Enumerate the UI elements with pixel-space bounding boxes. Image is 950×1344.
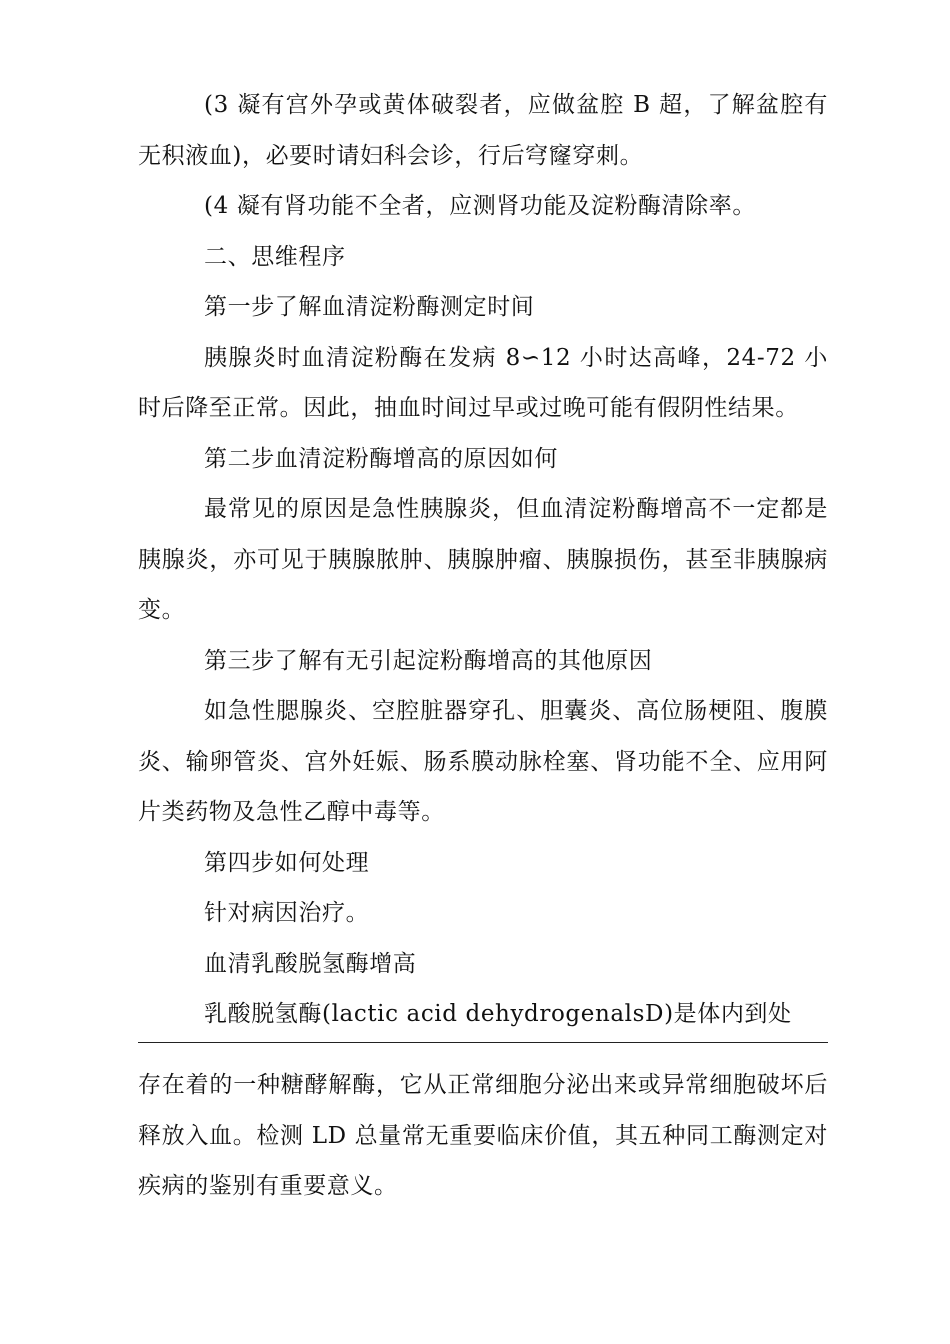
step4-title: 第四步如何处理 [204,849,370,876]
step4-body: 针对病因治疗。 [204,900,370,926]
step3-title: 第三步了解有无引起淀粉酶增高的其他原因 [204,647,653,674]
paragraph-ectopic-pregnancy: (3 凝有宫外孕或黄体破裂者，应做盆腔 B 超，了解盆腔有无积液血)，必要时请妇科会诊，行后穹窿穿刺。 [138,92,828,169]
step2-title: 第二步血清淀粉酶增高的原因如何 [204,445,558,472]
step3-body: 如急性腮腺炎、空腔脏器穿孔、胆囊炎、高位肠梗阻、腹膜炎、输卵管炎、宫外妊娠、肠系膜动脉栓塞、肾功能不全、应用阿片类药物及急性乙醇中毒等。 [138,698,828,825]
paragraph-renal-function: (4 凝有肾功能不全者，应测肾功能及淀粉酶清除率。 [204,193,756,219]
page-divider [138,1042,828,1043]
ld-title: 血清乳酸脱氢酶增高 [204,950,417,977]
ld-intro: 乳酸脱氢酶(lactic acid dehydrogenalsD)是体内到处 [204,1001,792,1027]
paragraph-ld-description: 存在着的一种糖酵解酶，它从正常细胞分泌出来或异常细胞破坏后释放入血。检测 LD 总量常无重要临床价值，其五种同工酶测定对疾病的鉴别有重要意义。 [138,1072,828,1199]
page-upper [138,80,828,1040]
heading-thinking-procedure: 二、思维程序 [204,243,346,270]
step2-body: 最常见的原因是急性胰腺炎，但血清淀粉酶增高不一定都是胰腺炎，亦可见于胰腺脓肿、胰腺肿瘤、胰腺损伤，甚至非胰腺病变。 [138,496,828,623]
step1-body: 胰腺炎时血清淀粉酶在发病 8∽12 小时达高峰，24-72 小时后降至正常。因此，抽血时间过早或过晚可能有假阴性结果。 [138,344,828,421]
page-lower [138,1060,828,1212]
step1-title: 第一步了解血清淀粉酶测定时间 [204,294,535,320]
